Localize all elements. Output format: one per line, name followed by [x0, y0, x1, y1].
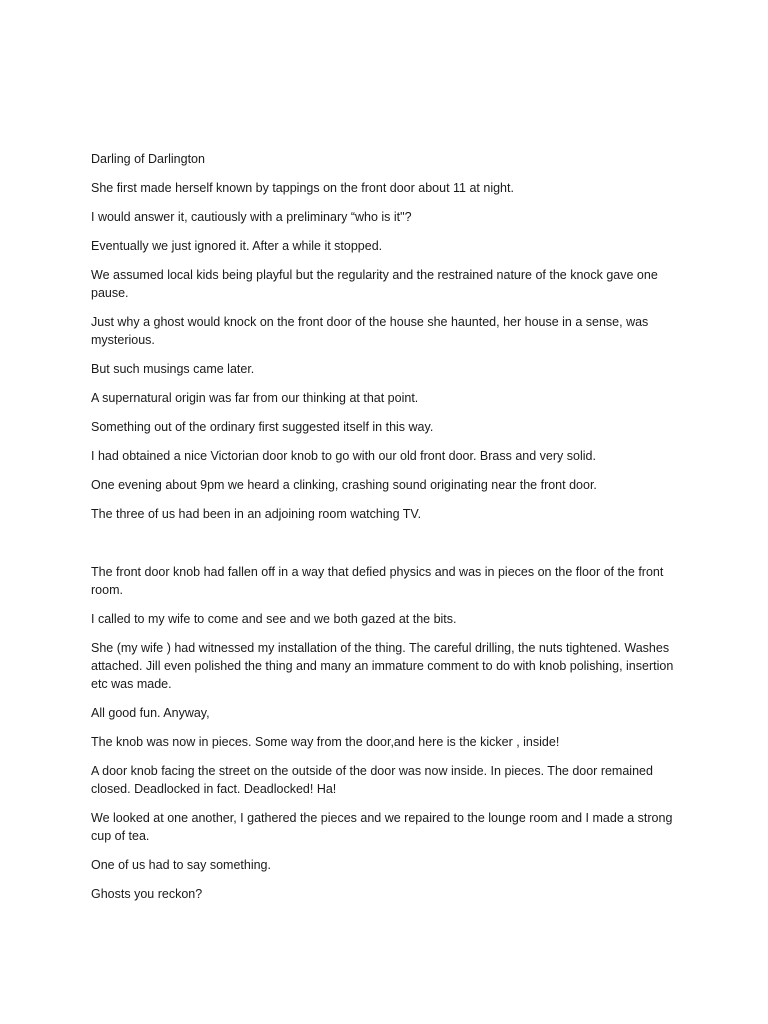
- paragraph: Eventually we just ignored it. After a while it stopped.: [91, 239, 383, 253]
- paragraph: We looked at one another, I gathered the pieces and we repaired to the lounge room and I made a strong cup of tea.: [91, 811, 673, 843]
- paragraph: She (my wife ) had witnessed my installation of the thing. The careful drilling, the nuts tightened. Washes attached. Jill even polished the thing and many an immature comment to do with knob polishing, insertion etc was made.: [91, 641, 674, 691]
- paragraph: Something out of the ordinary first suggested itself in this way.: [91, 420, 434, 434]
- paragraph: The knob was now in pieces. Some way from the door,and here is the kicker , inside!: [91, 735, 560, 749]
- paragraph: A supernatural origin was far from our thinking at that point.: [91, 391, 419, 405]
- document-title: Darling of Darlington: [91, 152, 205, 166]
- paragraph: She first made herself known by tappings on the front door about 11 at night.: [91, 181, 514, 195]
- paragraph: A door knob facing the street on the outside of the door was now inside. In pieces. The door remained closed. Deadlocked in fact. Deadlocked! Ha!: [91, 764, 653, 796]
- paragraph: I would answer it, cautiously with a preliminary “who is it"?: [91, 210, 412, 224]
- paragraph: One evening about 9pm we heard a clinking, crashing sound originating near the front door.: [91, 478, 597, 492]
- paragraph: I called to my wife to come and see and we both gazed at the bits.: [91, 612, 457, 626]
- blank-line: [91, 534, 691, 563]
- paragraph: I had obtained a nice Victorian door knob to go with our old front door. Brass and very solid.: [91, 449, 596, 463]
- paragraph: The front door knob had fallen off in a way that defied physics and was in pieces on the floor of the front room.: [91, 565, 664, 597]
- paragraph: We assumed local kids being playful but the regularity and the restrained nature of the knock gave one pause.: [91, 268, 658, 300]
- paragraph: One of us had to say something.: [91, 858, 271, 872]
- paragraph: But such musings came later.: [91, 362, 255, 376]
- paragraph: All good fun. Anyway,: [91, 706, 210, 720]
- paragraph: Just why a ghost would knock on the front door of the house she haunted, her house in a sense, was mysterious.: [91, 315, 649, 347]
- paragraph: The three of us had been in an adjoining room watching TV.: [91, 507, 422, 521]
- document-body: [91, 150, 691, 914]
- paragraph: Ghosts you reckon?: [91, 887, 203, 901]
